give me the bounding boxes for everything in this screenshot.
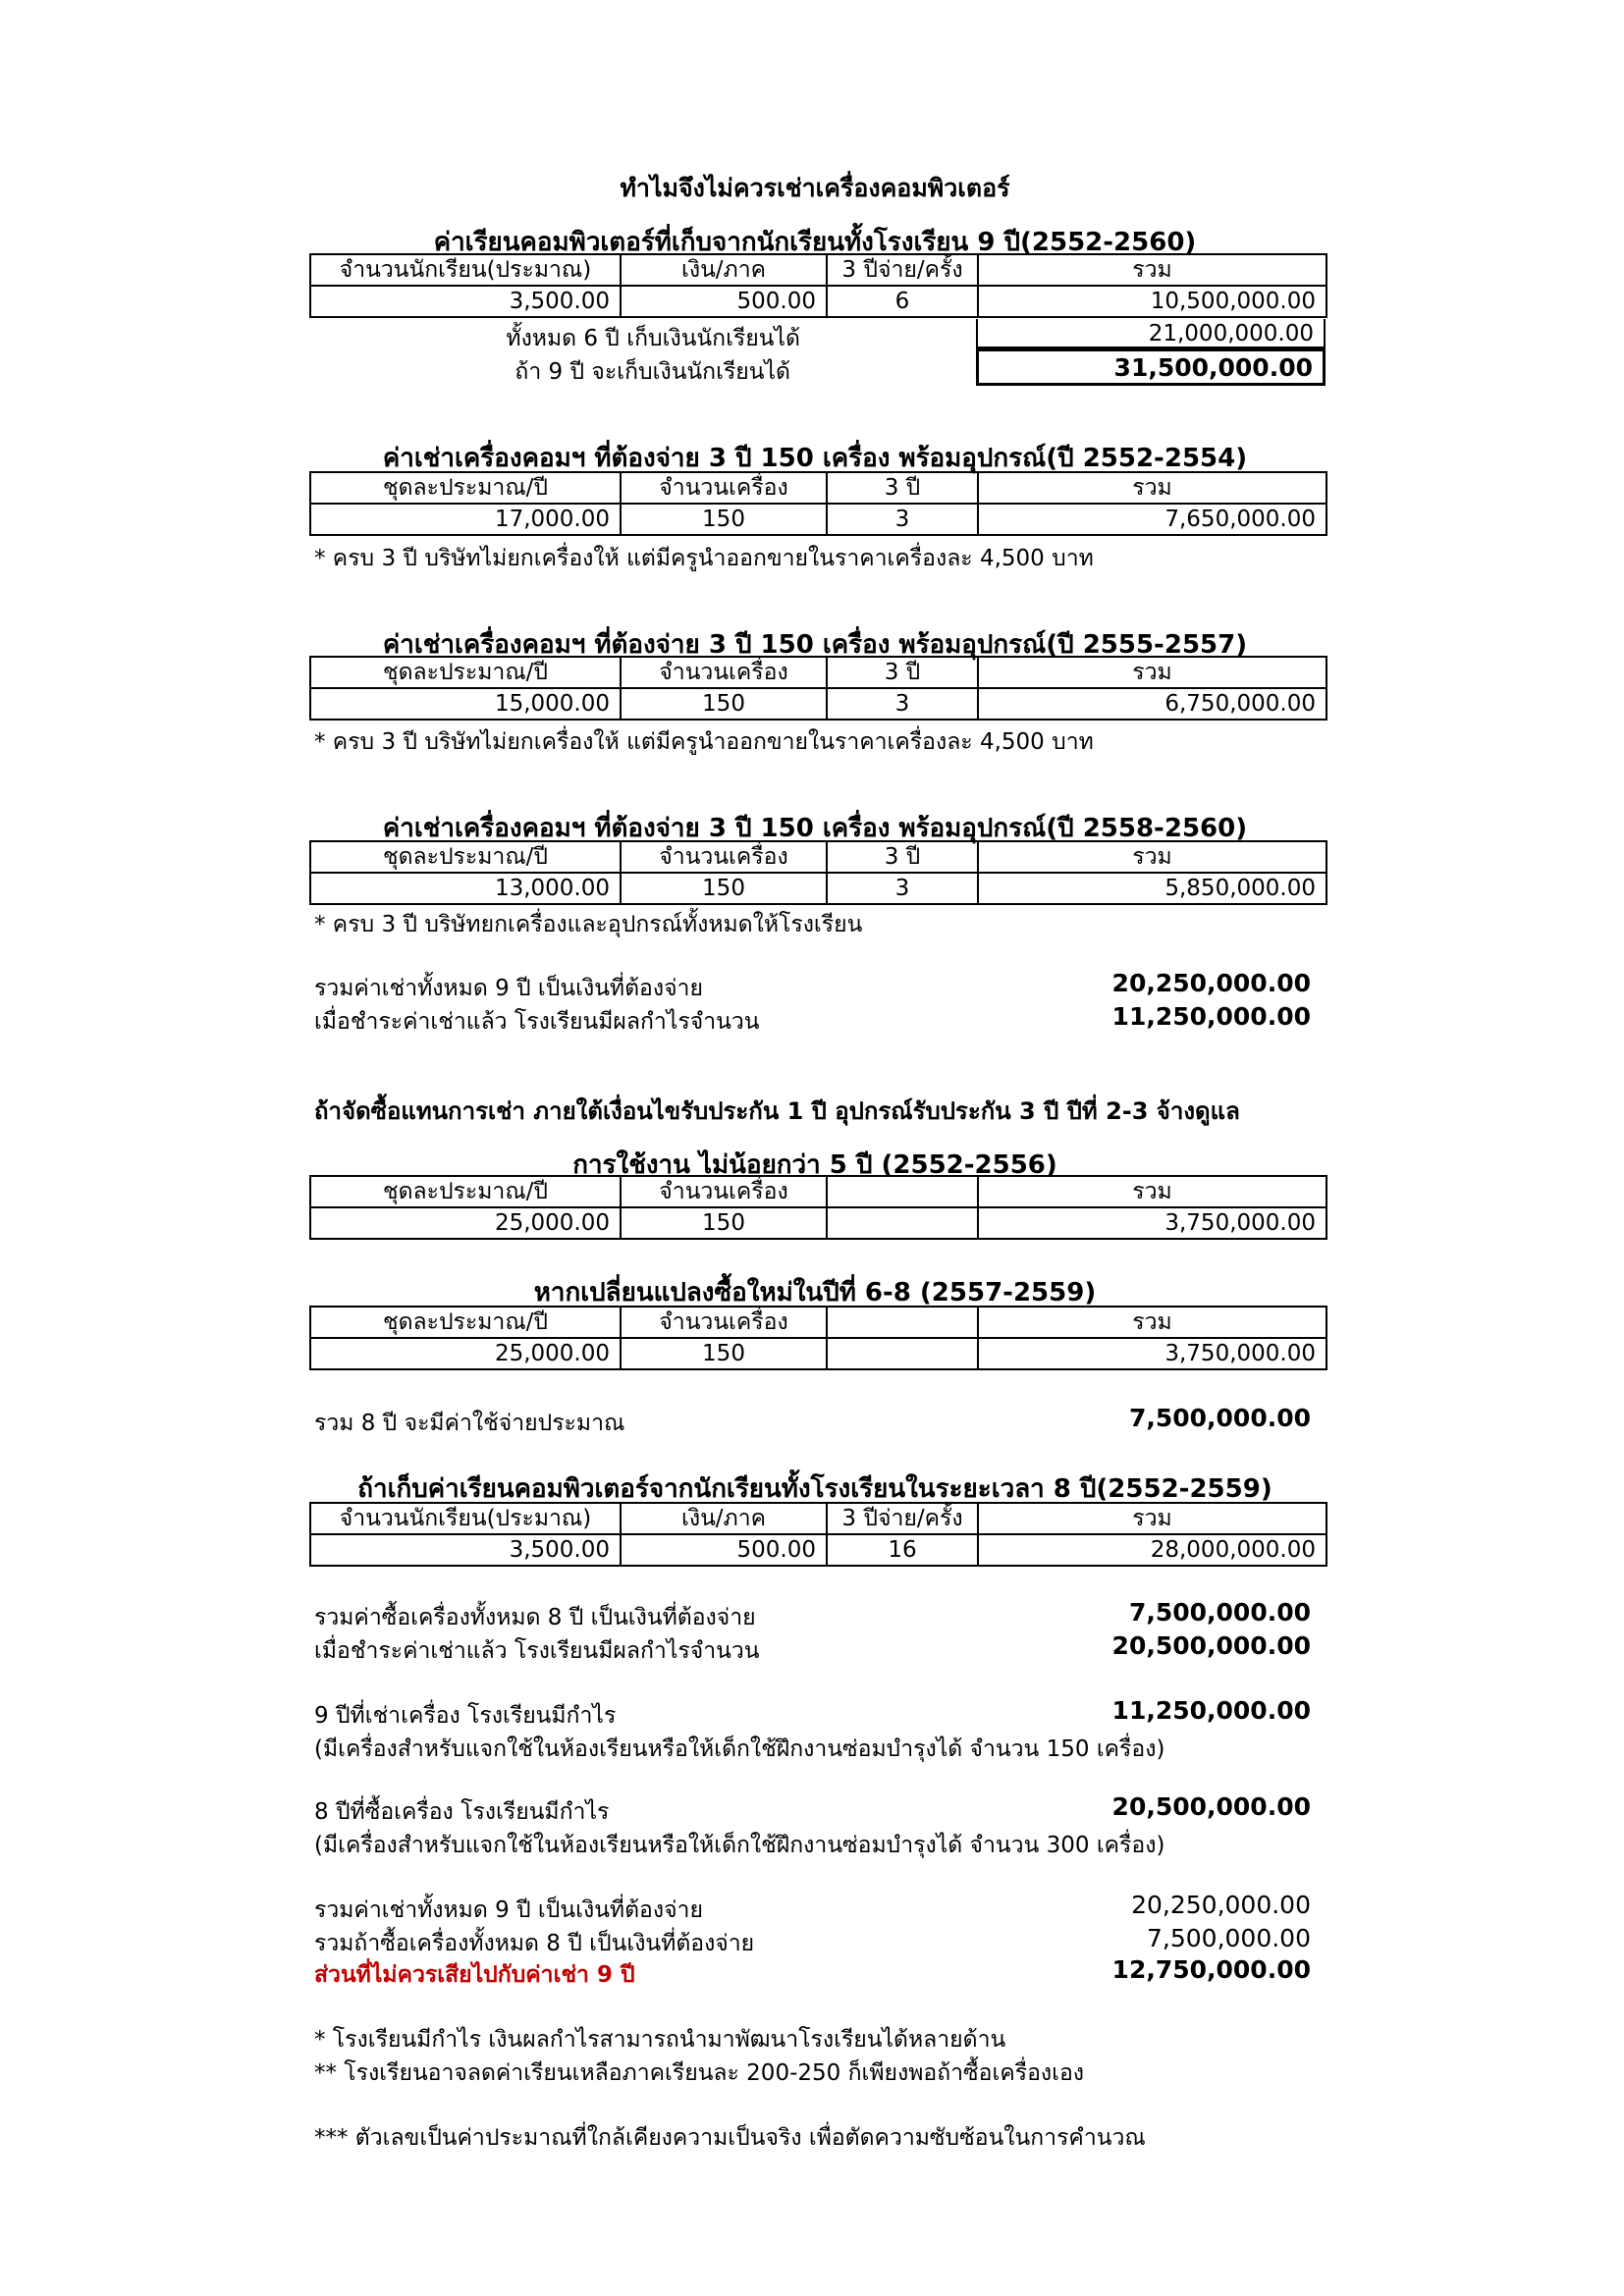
buy-total-label: รวมค่าซื้อเครื่องทั้งหมด 8 ปี เป็นเงินที่ต้องจ่าย xyxy=(314,1605,756,1630)
table-cell: 3,500.00 xyxy=(310,1534,621,1566)
table-header-cell xyxy=(827,1307,978,1338)
table-header-row xyxy=(310,254,1326,286)
table-cell: 150 xyxy=(621,688,827,720)
table-cell: 7,650,000.00 xyxy=(978,504,1326,535)
six-year-label: ทั้งหมด 6 ปี เก็บเงินนักเรียนได้ xyxy=(506,326,800,351)
table-header-cell: เงิน/ภาค xyxy=(621,1503,827,1534)
table-row xyxy=(310,1338,1326,1369)
rent3-note: * ครบ 3 ปี บริษัทยกเครื่องและอุปกรณ์ทั้งหมดให้โรงเรียน xyxy=(314,912,863,937)
table-header-cell: ชุดละประมาณ/ปี xyxy=(310,657,621,688)
table-cell: 10,500,000.00 xyxy=(978,286,1326,317)
rent1-heading: ค่าเช่าเครื่องคอมฯ ที่ต้องจ่าย 3 ปี 150 เครื่อง พร้อมอุปกรณ์(ปี 2552-2554) xyxy=(382,444,1248,473)
table-cell: 28,000,000.00 xyxy=(978,1534,1326,1566)
rent3-table xyxy=(309,840,1327,905)
table-header-cell: จำนวนนักเรียน(ประมาณ) xyxy=(310,254,621,286)
rent2-heading: ค่าเช่าเครื่องคอมฯ ที่ต้องจ่าย 3 ปี 150 เครื่อง พร้อมอุปกรณ์(ปี 2555-2557) xyxy=(382,630,1248,660)
table-row xyxy=(310,1534,1326,1566)
table-cell: 5,850,000.00 xyxy=(978,873,1326,904)
final-loss-label: ส่วนที่ไม่ควรเสียไปกับค่าเช่า 9 ปี xyxy=(314,1962,635,1988)
fees-heading: ค่าเรียนคอมพิวเตอร์ที่เก็บจากนักเรียนทั้งโรงเรียน 9 ปี(2552-2560) xyxy=(433,228,1197,257)
table-header-row xyxy=(310,472,1326,504)
table-header-cell: รวม xyxy=(978,472,1326,504)
table-header-cell: ชุดละประมาณ/ปี xyxy=(310,841,621,873)
final-buy-value: 7,500,000.00 xyxy=(1147,1924,1311,1952)
buy-total-value: 7,500,000.00 xyxy=(1128,1598,1311,1627)
table-row xyxy=(310,873,1326,904)
table-cell xyxy=(827,1338,978,1369)
compare-buy-value: 20,500,000.00 xyxy=(1111,1792,1311,1821)
rent2-table xyxy=(309,656,1327,721)
table-cell: 3,750,000.00 xyxy=(978,1338,1326,1369)
rebuy-total-label: รวม 8 ปี จะมีค่าใช้จ่ายประมาณ xyxy=(314,1411,625,1436)
table-cell: 3 xyxy=(827,873,978,904)
table-cell: 16 xyxy=(827,1534,978,1566)
table-header-cell: ชุดละประมาณ/ปี xyxy=(310,472,621,504)
table-header-cell: 3 ปีจ่าย/ครั้ง xyxy=(827,1503,978,1534)
table-header-cell: จำนวนนักเรียน(ประมาณ) xyxy=(310,1503,621,1534)
rent2-note: * ครบ 3 ปี บริษัทไม่ยกเครื่องให้ แต่มีครูนำออกขายในราคาเครื่องละ 4,500 บาท xyxy=(314,729,1094,755)
table-cell: 6 xyxy=(827,286,978,317)
table-cell: 500.00 xyxy=(621,286,827,317)
table-cell: 25,000.00 xyxy=(310,1207,621,1239)
buy-profit-label: เมื่อชำระค่าเช่าแล้ว โรงเรียนมีผลกำไรจำนวน xyxy=(314,1638,760,1664)
rent-total-label: รวมค่าเช่าทั้งหมด 9 ปี เป็นเงินที่ต้องจ่าย xyxy=(314,976,703,1001)
fees8-table xyxy=(309,1502,1327,1567)
table-header-cell: จำนวนเครื่อง xyxy=(621,1307,827,1338)
table-row xyxy=(310,286,1326,317)
buy-table xyxy=(309,1175,1327,1240)
fees-table xyxy=(309,253,1327,318)
buy-heading-line2: การใช้งาน ไม่น้อยกว่า 5 ปี (2552-2556) xyxy=(572,1150,1057,1180)
rent-profit-value: 11,250,000.00 xyxy=(1111,1002,1311,1031)
table-cell: 150 xyxy=(621,504,827,535)
nine-year-label: ถ้า 9 ปี จะเก็บเงินนักเรียนได้ xyxy=(514,359,790,385)
compare-buy-label: 8 ปีที่ซื้อเครื่อง โรงเรียนมีกำไร xyxy=(314,1799,610,1825)
final-rent-label: รวมค่าเช่าทั้งหมด 9 ปี เป็นเงินที่ต้องจ่าย xyxy=(314,1897,703,1923)
table-cell xyxy=(827,1207,978,1239)
table-cell: 15,000.00 xyxy=(310,688,621,720)
rent-profit-label: เมื่อชำระค่าเช่าแล้ว โรงเรียนมีผลกำไรจำนวน xyxy=(314,1009,760,1035)
table-header-cell: รวม xyxy=(978,1503,1326,1534)
table-header-cell: เงิน/ภาค xyxy=(621,254,827,286)
table-header-row xyxy=(310,1307,1326,1338)
nine-year-value: 31,500,000.00 xyxy=(976,348,1326,386)
table-header-cell: 3 ปี xyxy=(827,657,978,688)
compare-rent-value: 11,250,000.00 xyxy=(1111,1696,1311,1725)
table-cell: 3 xyxy=(827,688,978,720)
table-header-cell: รวม xyxy=(978,254,1326,286)
table-header-cell xyxy=(827,1176,978,1207)
compare-rent-label: 9 ปีที่เช่าเครื่อง โรงเรียนมีกำไร xyxy=(314,1703,617,1729)
rent-total-value: 20,250,000.00 xyxy=(1111,969,1311,997)
fees8-heading: ถ้าเก็บค่าเรียนคอมพิวเตอร์จากนักเรียนทั้งโรงเรียนในระยะเวลา 8 ปี(2552-2559) xyxy=(357,1474,1272,1504)
footnote: ** โรงเรียนอาจลดค่าเรียนเหลือภาคเรียนละ 200-250 ก็เพียงพอถ้าซื้อเครื่องเอง xyxy=(314,2060,1085,2086)
final-loss-value: 12,750,000.00 xyxy=(1111,1955,1311,1984)
table-cell: 500.00 xyxy=(621,1534,827,1566)
table-row xyxy=(310,504,1326,535)
footnote: * โรงเรียนมีกำไร เงินผลกำไรสามารถนำมาพัฒนาโรงเรียนได้หลายด้าน xyxy=(314,2027,1006,2053)
table-cell: 150 xyxy=(621,1207,827,1239)
table-header-cell: จำนวนเครื่อง xyxy=(621,472,827,504)
rebuy-total-value: 7,500,000.00 xyxy=(1128,1404,1311,1432)
table-cell: 3,750,000.00 xyxy=(978,1207,1326,1239)
rent3-heading: ค่าเช่าเครื่องคอมฯ ที่ต้องจ่าย 3 ปี 150 เครื่อง พร้อมอุปกรณ์(ปี 2558-2560) xyxy=(382,814,1248,843)
table-header-cell: จำนวนเครื่อง xyxy=(621,841,827,873)
table-header-cell: 3 ปีจ่าย/ครั้ง xyxy=(827,254,978,286)
table-header-cell: ชุดละประมาณ/ปี xyxy=(310,1307,621,1338)
table-header-cell: รวม xyxy=(978,1307,1326,1338)
table-header-cell: รวม xyxy=(978,841,1326,873)
table-cell: 3 xyxy=(827,504,978,535)
table-row xyxy=(310,688,1326,720)
final-rent-value: 20,250,000.00 xyxy=(1131,1891,1311,1919)
compare-rent-note: (มีเครื่องสำหรับแจกใช้ในห้องเรียนหรือให้เด็กใช้ฝึกงานซ่อมบำรุงได้ จำนวน 150 เครื่อง) xyxy=(314,1736,1165,1762)
table-header-cell: จำนวนเครื่อง xyxy=(621,657,827,688)
table-header-cell: จำนวนเครื่อง xyxy=(621,1176,827,1207)
buy-profit-value: 20,500,000.00 xyxy=(1111,1631,1311,1660)
rebuy-heading: หากเปลี่ยนแปลงซื้อใหม่ในปีที่ 6-8 (2557-2559) xyxy=(533,1278,1097,1308)
table-cell: 3,500.00 xyxy=(310,286,621,317)
table-header-cell: รวม xyxy=(978,657,1326,688)
table-header-row xyxy=(310,1503,1326,1534)
rent1-note: * ครบ 3 ปี บริษัทไม่ยกเครื่องให้ แต่มีครูนำออกขายในราคาเครื่องละ 4,500 บาท xyxy=(314,546,1094,571)
buy-heading-line1: ถ้าจัดซื้อแทนการเช่า ภายใต้เงื่อนไขรับประกัน 1 ปี อุปกรณ์รับประกัน 3 ปี ปีที่ 2-3 จ้างดูแล xyxy=(314,1097,1240,1125)
table-cell: 150 xyxy=(621,873,827,904)
final-buy-label: รวมถ้าซื้อเครื่องทั้งหมด 8 ปี เป็นเงินที่ต้องจ่าย xyxy=(314,1931,755,1956)
table-header-row xyxy=(310,841,1326,873)
compare-buy-note: (มีเครื่องสำหรับแจกใช้ในห้องเรียนหรือให้เด็กใช้ฝึกงานซ่อมบำรุงได้ จำนวน 300 เครื่อง) xyxy=(314,1833,1165,1858)
table-header-cell: 3 ปี xyxy=(827,841,978,873)
table-cell: 17,000.00 xyxy=(310,504,621,535)
table-header-row xyxy=(310,657,1326,688)
six-year-value: 21,000,000.00 xyxy=(976,319,1326,348)
page-title: ทำไมจึงไม่ควรเช่าเครื่องคอมพิวเตอร์ xyxy=(620,174,1010,202)
table-cell: 150 xyxy=(621,1338,827,1369)
table-header-row xyxy=(310,1176,1326,1207)
rebuy-table xyxy=(309,1306,1327,1370)
footnote: *** ตัวเลขเป็นค่าประมาณที่ใกล้เคียงความเป็นจริง เพื่อตัดความซับซ้อนในการคำนวณ xyxy=(314,2125,1146,2151)
table-header-cell: รวม xyxy=(978,1176,1326,1207)
table-row xyxy=(310,1207,1326,1239)
table-header-cell: 3 ปี xyxy=(827,472,978,504)
table-cell: 25,000.00 xyxy=(310,1338,621,1369)
table-cell: 6,750,000.00 xyxy=(978,688,1326,720)
table-header-cell: ชุดละประมาณ/ปี xyxy=(310,1176,621,1207)
table-cell: 13,000.00 xyxy=(310,873,621,904)
rent1-table xyxy=(309,471,1327,536)
